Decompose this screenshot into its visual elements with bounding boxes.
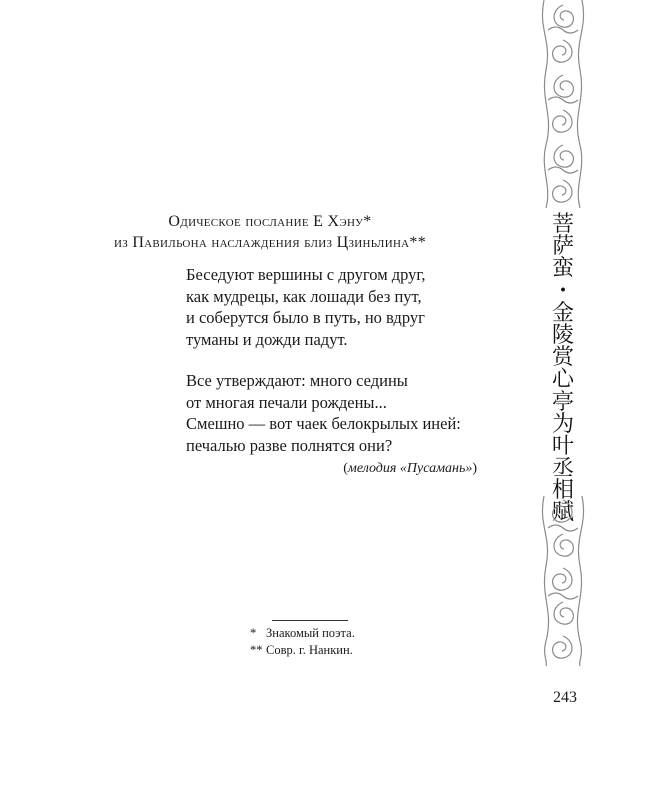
melody-note xyxy=(200,460,477,478)
poem-stanza-1 xyxy=(186,264,486,350)
footnote-text: Знакомый поэта. xyxy=(266,626,355,640)
poem-line: как мудрецы, как лошади без пут, xyxy=(186,286,422,306)
chinese-char: 赏 xyxy=(551,345,574,371)
chinese-char: 心 xyxy=(551,367,574,393)
chinese-char: ・ xyxy=(551,278,574,304)
poem-line: Все утверждают: много седины xyxy=(186,371,408,390)
chinese-char: 萨 xyxy=(551,234,574,260)
melody-paren-close: ) xyxy=(472,461,477,476)
poem-line: от многая печали рождены... xyxy=(186,392,387,412)
page-number: 243 xyxy=(553,689,577,706)
chinese-char: 金 xyxy=(551,300,574,326)
chinese-char: 亭 xyxy=(551,389,574,415)
scroll-ornament-top-icon xyxy=(538,0,588,208)
chinese-char: 蛮 xyxy=(551,256,574,282)
melody-paren-open: ( xyxy=(343,461,348,476)
chinese-char: 相 xyxy=(551,478,574,504)
vertical-chinese-title xyxy=(548,214,578,525)
chinese-char: 陵 xyxy=(551,322,574,348)
footnote-text: Совр. г. Нанкин. xyxy=(266,643,353,657)
poem-line: Беседуют вершины с другом друг, xyxy=(186,265,426,284)
footnote-2 xyxy=(250,642,470,659)
chinese-char: 丞 xyxy=(551,456,574,482)
melody-name: мелодия «Пусамань» xyxy=(347,461,473,476)
poem-line: Смешно — вот чаек белокрылых иней: xyxy=(186,414,461,433)
chinese-char: 为 xyxy=(551,411,574,437)
poem-stanza-2 xyxy=(186,370,486,456)
poem-title-line-2: из Павильона наслаждения близ Цзиньлина** xyxy=(113,234,427,251)
poem-line: и соберутся было в путь, но вдруг xyxy=(186,308,425,327)
chinese-char: 赋 xyxy=(551,500,574,526)
scroll-ornament-bottom-icon xyxy=(538,496,588,666)
poem-line: туманы и дожди падут. xyxy=(186,329,348,349)
footnote-rule xyxy=(272,620,348,621)
poem-title-line-1: Одическое послание Е Хэну* xyxy=(168,213,372,230)
footnote-1 xyxy=(250,625,470,642)
chinese-char: 菩 xyxy=(551,212,574,237)
footnote-mark: * xyxy=(250,626,257,640)
poem-line: печалью разве полнятся они? xyxy=(186,435,393,455)
footnote-mark: ** xyxy=(250,643,263,657)
footnotes xyxy=(250,625,470,659)
chinese-char: 叶 xyxy=(551,433,574,459)
